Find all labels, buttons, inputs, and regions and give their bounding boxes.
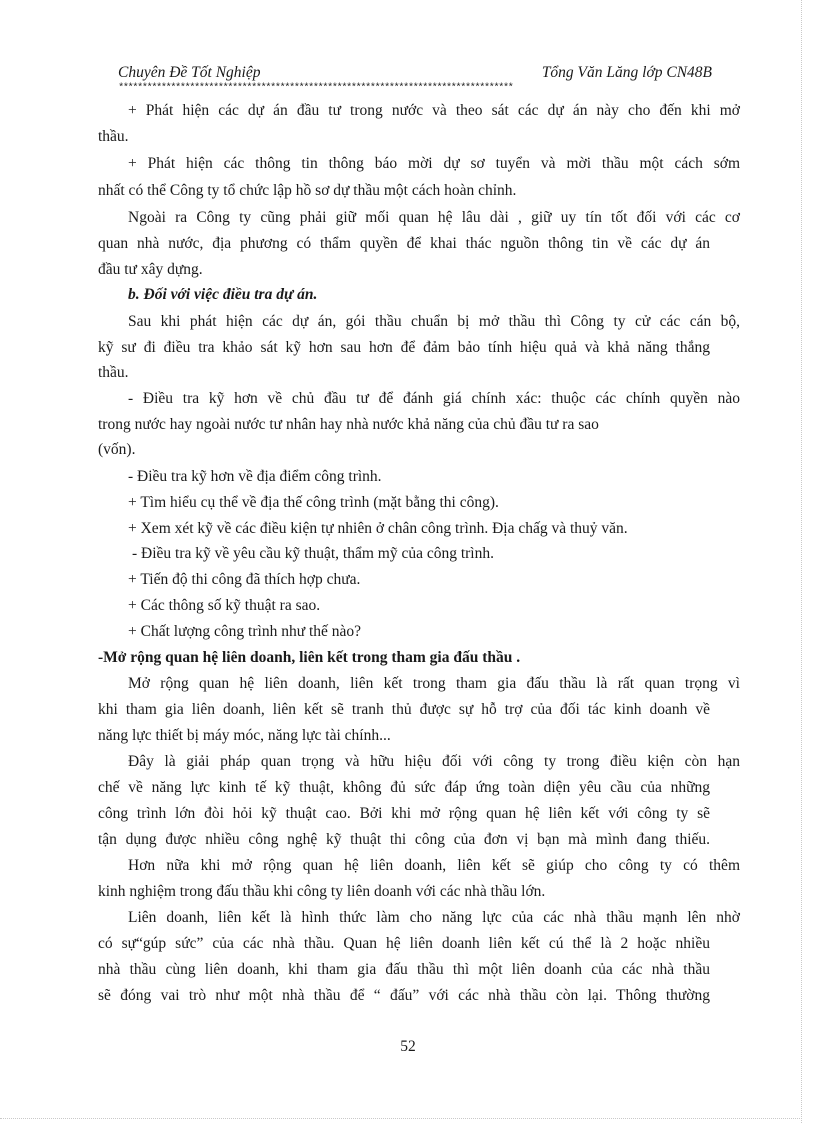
header-divider: *********************************************************************************** xyxy=(118,82,513,94)
text-line: + Các thông số kỹ thuật ra sao. xyxy=(128,597,321,614)
text-line: thầu. xyxy=(98,364,129,381)
text-line: + Tìm hiểu cụ thể về địa thế công trình (mặt bằng thi công). xyxy=(128,494,499,511)
text-line: Đây là giải pháp quan trọng và hữu hiệu đối với công ty trong điều kiện còn hạn xyxy=(128,753,740,770)
text-line: nhà thầu cùng liên doanh, khi tham gia đấu thầu thì một liên doanh của các nhà thầu xyxy=(98,961,710,978)
text-line: tận dụng được nhiều công nghệ kỹ thuật thi công của đơn vị bạn mà mình đang thiếu. xyxy=(98,831,710,848)
page-number: 52 xyxy=(400,1038,416,1055)
text-line: (vốn). xyxy=(98,441,136,458)
text-line: - Điều tra kỹ hơn về địa điểm công trình. xyxy=(128,468,382,485)
text-line: + Phát hiện các thông tin thông báo mời dự sơ tuyển và mời thầu một cách sớm xyxy=(128,155,740,172)
text-line: + Phát hiện các dự án đầu tư trong nước và theo sát các dự án này cho đến khi mở xyxy=(128,102,740,119)
text-line: trong nước hay ngoài nước tư nhân hay nhà nước khả năng của chủ đầu tư ra sao xyxy=(98,416,599,433)
text-line: có sự“gúp sức” của các nhà thầu. Quan hệ liên doanh liên kết cú thể là 2 hoặc nhiều xyxy=(98,935,710,952)
text-line: + Tiến độ thi công đã thích hợp chưa. xyxy=(128,571,361,588)
text-line: Ngoài ra Công ty cũng phải giữ mối quan hệ lâu dài , giữ uy tín tốt đối với các cơ xyxy=(128,209,740,226)
header-title: Chuyên Đề Tốt Nghiệp xyxy=(118,64,261,81)
text-line: Sau khi phát hiện các dự án, gói thầu chuẩn bị mở thầu thì Công ty cử các cán bộ, xyxy=(128,313,740,330)
text-line: kinh nghiệm trong đấu thầu khi công ty liên doanh với các nhà thầu lớn. xyxy=(98,883,546,900)
text-line: kỹ sư đi điều tra khảo sát kỹ hơn sau hơn để đảm bảo tính hiệu quả và khả năng thắng xyxy=(98,339,710,356)
text-line: thầu. xyxy=(98,128,129,145)
text-line: đầu tư xây dựng. xyxy=(98,261,203,278)
text-line: Hơn nữa khi mở rộng quan hệ liên doanh, liên kết sẽ giúp cho công ty có thêm xyxy=(128,857,740,874)
text-line: quan nhà nước, địa phương có thẩm quyền để khai thác nguồn thông tin về các dự án xyxy=(98,235,710,252)
section-heading: -Mở rộng quan hệ liên doanh, liên kết trong tham gia đấu thầu . xyxy=(98,649,521,666)
text-line: - Điều tra kỹ hơn về chủ đầu tư để đánh giá chính xác: thuộc các chính quyền nào xyxy=(128,390,740,407)
text-line: Liên doanh, liên kết là hình thức làm cho năng lực của các nhà thầu mạnh lên nhờ xyxy=(128,909,740,926)
text-line: + Xem xét kỹ về các điều kiện tự nhiên ở chân công trình. Địa chấg và thuỷ văn. xyxy=(128,520,628,537)
page-edge-bottom xyxy=(0,1118,800,1119)
text-line: khi tham gia liên doanh, liên kết sẽ tranh thủ được sự hỗ trợ của đối tác kinh doanh về xyxy=(98,701,710,718)
text-line: năng lực thiết bị máy móc, năng lực tài chính... xyxy=(98,727,391,744)
header-author: Tổng Văn Lăng lớp CN48B xyxy=(541,64,712,81)
page-edge-right xyxy=(801,0,802,1123)
text-line: - Điều tra kỹ về yêu cầu kỹ thuật, thẩm mỹ của công trình. xyxy=(132,545,494,562)
text-line: sẽ đóng vai trò như một nhà thầu để “ đấu” với các nhà thầu còn lại. Thông thường xyxy=(98,987,710,1004)
text-line: Mở rộng quan hệ liên doanh, liên kết trong tham gia đấu thầu là rất quan trọng vì xyxy=(128,675,740,692)
text-line: công trình lớn đòi hỏi kỹ thuật cao. Bởi khi mở rộng quan hệ liên kết với công ty sẽ xyxy=(98,805,710,822)
text-line: + Chất lượng công trình như thế nào? xyxy=(128,623,362,640)
text-line: chế về năng lực kinh tế kỹ thuật, không đủ sức đáp ứng toàn diện yêu cầu của những xyxy=(98,779,710,796)
text-line: nhất có thể Công ty tổ chức lập hồ sơ dự thầu một cách hoàn chỉnh. xyxy=(98,182,517,199)
section-heading: b. Đối với việc điều tra dự án. xyxy=(128,286,318,303)
